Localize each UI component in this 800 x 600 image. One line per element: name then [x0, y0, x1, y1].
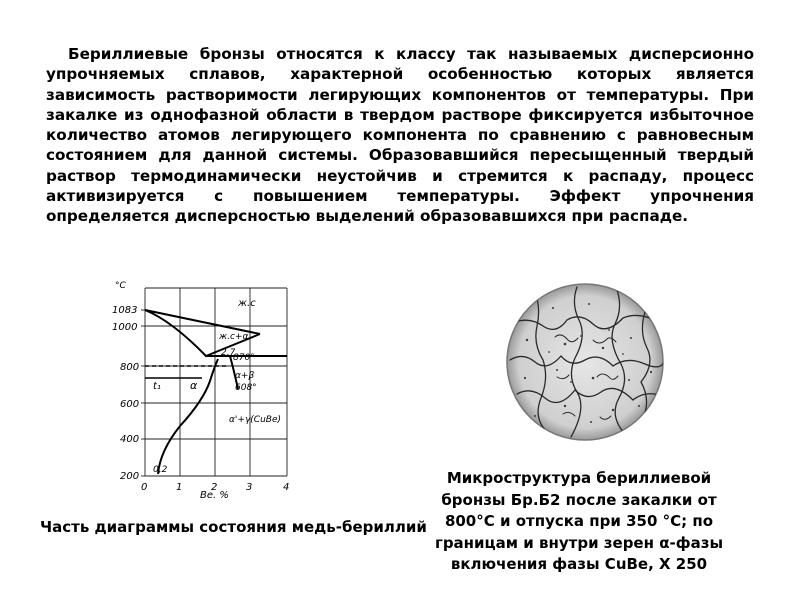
x-axis-label: Be, % — [200, 490, 229, 498]
y-tick-200: 200 — [120, 471, 140, 482]
y-tick-800: 800 — [120, 362, 140, 373]
x-tick-0: 0 — [141, 482, 148, 493]
solvus-curve — [158, 359, 218, 474]
y-tick-1000: 1000 — [112, 322, 138, 333]
liquidus-line — [145, 310, 260, 334]
y-tick-1083: 1083 — [112, 305, 138, 316]
label-alpha-gamma: α'+γ(CuBe) — [229, 415, 281, 425]
diagram-caption: Часть диаграммы состояния медь-бериллий — [40, 518, 427, 536]
y-tick-400: 400 — [120, 434, 140, 445]
label-alpha-beta: α+β — [235, 371, 255, 381]
label-t1: t₁ — [153, 381, 161, 392]
x-tick-4: 4 — [283, 482, 290, 493]
micrograph-image — [505, 282, 665, 442]
x-tick-3: 3 — [246, 482, 253, 493]
y-unit-label: °C — [115, 281, 126, 291]
x-tick-2: 2 — [211, 482, 218, 493]
label-liquid: ж.с — [238, 298, 256, 309]
phase-lines — [145, 310, 287, 474]
phase-diagram — [110, 276, 310, 498]
label-608: 608° — [235, 383, 257, 393]
label-870: 870° — [233, 353, 255, 363]
label-alpha: α — [190, 379, 198, 392]
label-liquid-alpha: ж.с+α — [219, 332, 249, 342]
label-0-2: 0,2 — [153, 465, 168, 475]
micrograph-caption: Микроструктура бериллиевой бронзы Бр.Б2 после закалки от 800°С и отпуска при 350 °С; по границам и внутри зерен α-фазы включения фазы CuBe, X 250 — [434, 469, 724, 573]
main-paragraph: Бериллиевые бронзы относятся к классу так называемых дисперсионно упрочняемых сплавов, характерной особенностью которых является зависимость растворимости легирующих компонентов от температуры. При закалке из однофазной области в твердом растворе фиксируется избыточное количество атомов легирующего компонента по сравнению с равновесным состоянием для данной системы. Образовавшийся пересыщенный твердый раствор термодинамически неустойчив и стремится к распаду, процесс активизируется с повышением температуры. Эффект упрочнения определяется дисперсностью выделений образовавшихся при распаде. — [46, 45, 754, 226]
y-tick-600: 600 — [120, 399, 140, 410]
grid — [141, 288, 287, 476]
label-2-7: 2,7 — [221, 348, 236, 358]
x-tick-1: 1 — [176, 482, 183, 493]
